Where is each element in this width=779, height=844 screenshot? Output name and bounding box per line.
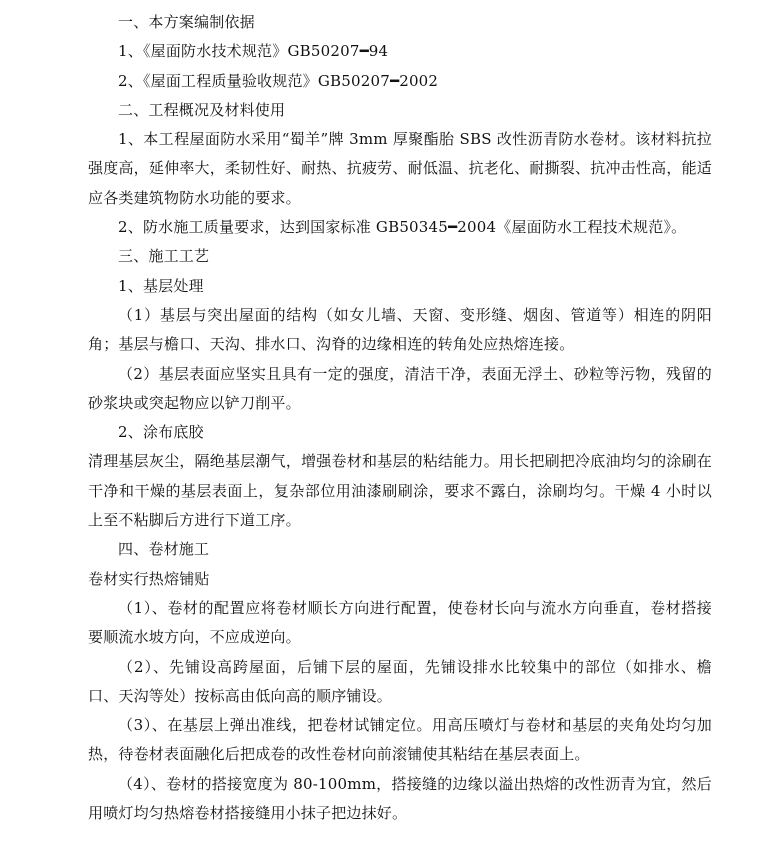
- document-body: [88, 8, 712, 828]
- section-heading-3: 三、施工工艺: [118, 247, 210, 266]
- paragraph-membrane-3: （3）、在基层上弹出准线，把卷材试铺定位。用高压喷灯与卷材和基层的夹角处均匀加热，待卷材表面融化后把成卷的改性卷材向前滚铺使其粘结在基层表面上。: [88, 716, 712, 764]
- paragraph-membrane-1: （1）、卷材的配置应将卷材顺长方向进行配置，使卷材长向与流水方向垂直，卷材搭接要顺流水坡方向，不应成逆向。: [88, 598, 712, 647]
- paragraph-hot-melt-intro: 卷材实行热熔铺贴: [88, 569, 210, 588]
- section-heading-4: 四、卷材施工: [118, 540, 210, 559]
- paragraph-base-treatment-2: （2）基层表面应坚实且具有一定的强度，清洁干净，表面无浮土、砂粒等污物，残留的砂浆块或突起物应以铲刀削平。: [88, 364, 712, 412]
- subheading-base-treatment: 1、基层处理: [118, 276, 204, 295]
- section-heading-1: 一、本方案编制依据: [118, 13, 255, 31]
- reference-item-2: 2、《屋面工程质量验收规范》GB50207━2002: [118, 71, 439, 90]
- section-heading-2: 二、工程概况及材料使用: [118, 100, 286, 119]
- subheading-primer: 2、涂布底胶: [118, 423, 204, 442]
- paragraph-base-treatment-1: （1）基层与突出屋面的结构（如女儿墙、天窗、变形缝、烟囱、管道等）相连的阴阳角；基层与檐口、天沟、排水口、沟脊的边缘相连的转角处应热熔连接。: [88, 305, 712, 354]
- reference-item-1: 1、《屋面防水技术规范》GB50207━94: [118, 42, 389, 61]
- paragraph-membrane-2: （2）、先铺设高跨屋面，后铺下层的屋面，先铺设排水比较集中的部位（如排水、檐口、天沟等处）按标高由低向高的顺序铺设。: [88, 657, 712, 705]
- paragraph-material: 1、本工程屋面防水采用“蜀羊”牌 3mm 厚聚酯胎 SBS 改性沥青防水卷材。该材料抗拉强度高，延伸率大，柔韧性好、耐热、抗疲劳、耐低温、抗老化、耐撕裂、抗冲击性高，能适应各类建筑物防水功能的要求。: [88, 130, 712, 207]
- paragraph-quality-requirement: 2、防水施工质量要求，达到国家标准 GB50345━2004《屋面防水工程技术规范》。: [118, 218, 687, 237]
- paragraph-primer: 清理基层灰尘，隔绝基层潮气，增强卷材和基层的粘结能力。用长把刷把冷底油均匀的涂刷在干净和干燥的基层表面上，复杂部位用油漆刷刷涂，要求不露白，涂刷均匀。干燥 4 小时以上至不粘脚后方进行下道工序。: [88, 452, 712, 530]
- paragraph-membrane-4: （4）、卷材的搭接宽度为 80-100mm，搭接缝的边缘以溢出热熔的改性沥青为宜，然后用喷灯均匀热熔卷材搭接缝用小抹子把边抹好。: [88, 774, 712, 823]
